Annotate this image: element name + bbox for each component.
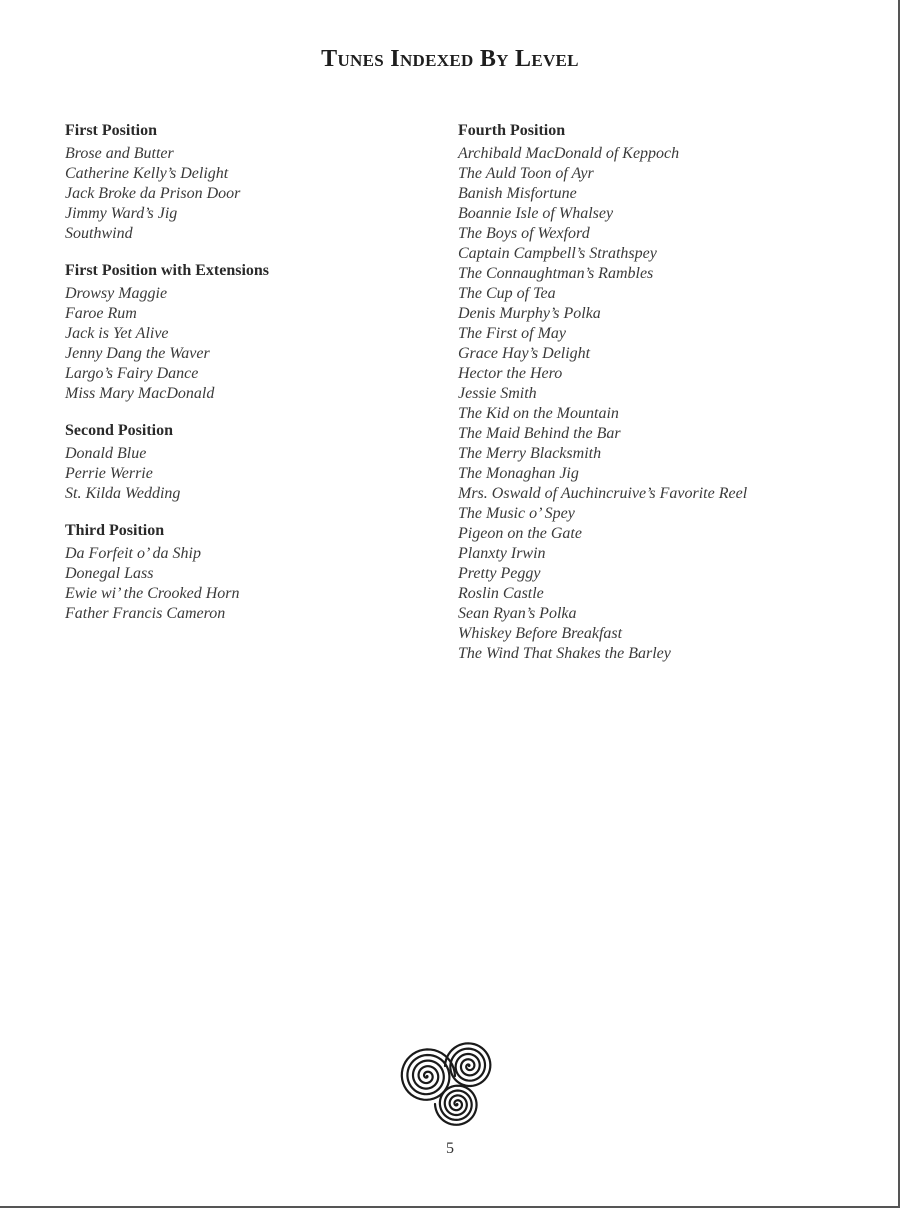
tune-item: Donald Blue	[65, 445, 147, 462]
tune-item: Southwind	[65, 225, 133, 242]
tune-item: Archibald MacDonald of Keppoch	[458, 145, 680, 162]
tune-section	[65, 260, 435, 404]
tune-item: Perrie Werrie	[65, 465, 153, 482]
tune-item: Jenny Dang the Waver	[65, 345, 210, 362]
page-number: 5	[446, 1140, 454, 1157]
tune-item: The Boys of Wexford	[458, 225, 590, 242]
tune-item: Brose and Butter	[65, 145, 174, 162]
tune-item: Whiskey Before Breakfast	[458, 625, 623, 642]
section-heading: Third Position	[65, 522, 165, 539]
left-column	[65, 120, 435, 640]
section-heading: Second Position	[65, 422, 174, 439]
tune-item: The Cup of Tea	[458, 285, 556, 302]
tune-item: Da Forfeit o’ da Ship	[65, 545, 201, 562]
tune-item: St. Kilda Wedding	[65, 485, 181, 502]
tune-section	[65, 420, 435, 504]
tune-item: Jessie Smith	[458, 385, 537, 402]
tune-item: The First of May	[458, 325, 566, 342]
tune-item: Sean Ryan’s Polka	[458, 605, 577, 622]
tune-item: The Merry Blacksmith	[458, 445, 602, 462]
tune-item: Denis Murphy’s Polka	[458, 305, 601, 322]
tune-item: Faroe Rum	[65, 305, 137, 322]
tune-item: Pigeon on the Gate	[458, 525, 582, 542]
section-heading: First Position	[65, 122, 157, 139]
tune-item: Pretty Peggy	[458, 565, 541, 582]
section-heading: Fourth Position	[458, 122, 566, 139]
page-title: Tunes Indexed By Level	[321, 46, 579, 72]
tune-item: Jack Broke da Prison Door	[65, 185, 241, 202]
tune-item: Drowsy Maggie	[65, 285, 168, 302]
tune-item: Captain Campbell’s Strathspey	[458, 245, 657, 262]
tune-section	[458, 120, 878, 664]
tune-item: Largo’s Fairy Dance	[65, 365, 199, 382]
tune-item: The Connaughtman’s Rambles	[458, 265, 654, 282]
tune-section	[65, 120, 435, 244]
tune-item: Father Francis Cameron	[65, 605, 226, 622]
triple-spiral-icon	[395, 1038, 497, 1126]
tune-item: Boannie Isle of Whalsey	[458, 205, 614, 222]
right-column	[458, 120, 878, 680]
tune-item: Jack is Yet Alive	[65, 325, 169, 342]
tune-item: Banish Misfortune	[458, 185, 577, 202]
tune-item: Catherine Kelly’s Delight	[65, 165, 229, 182]
tune-item: Hector the Hero	[458, 365, 563, 382]
tune-item: Jimmy Ward’s Jig	[65, 205, 178, 222]
tune-item: Ewie wi’ the Crooked Horn	[65, 585, 240, 602]
tune-item: Miss Mary MacDonald	[65, 385, 215, 402]
tune-item: The Wind That Shakes the Barley	[458, 645, 671, 662]
tune-item: Mrs. Oswald of Auchincruive’s Favorite Reel	[458, 485, 748, 502]
tune-item: The Kid on the Mountain	[458, 405, 619, 422]
tune-item: Grace Hay’s Delight	[458, 345, 591, 362]
tune-item: Donegal Lass	[65, 565, 154, 582]
section-heading: First Position with Extensions	[65, 262, 270, 279]
tune-section	[65, 520, 435, 624]
tune-item: The Maid Behind the Bar	[458, 425, 621, 442]
tune-item: The Monaghan Jig	[458, 465, 579, 482]
tune-item: The Music o’ Spey	[458, 505, 575, 522]
tune-item: Roslin Castle	[458, 585, 544, 602]
tune-item: The Auld Toon of Ayr	[458, 165, 594, 182]
tune-item: Planxty Irwin	[458, 545, 546, 562]
